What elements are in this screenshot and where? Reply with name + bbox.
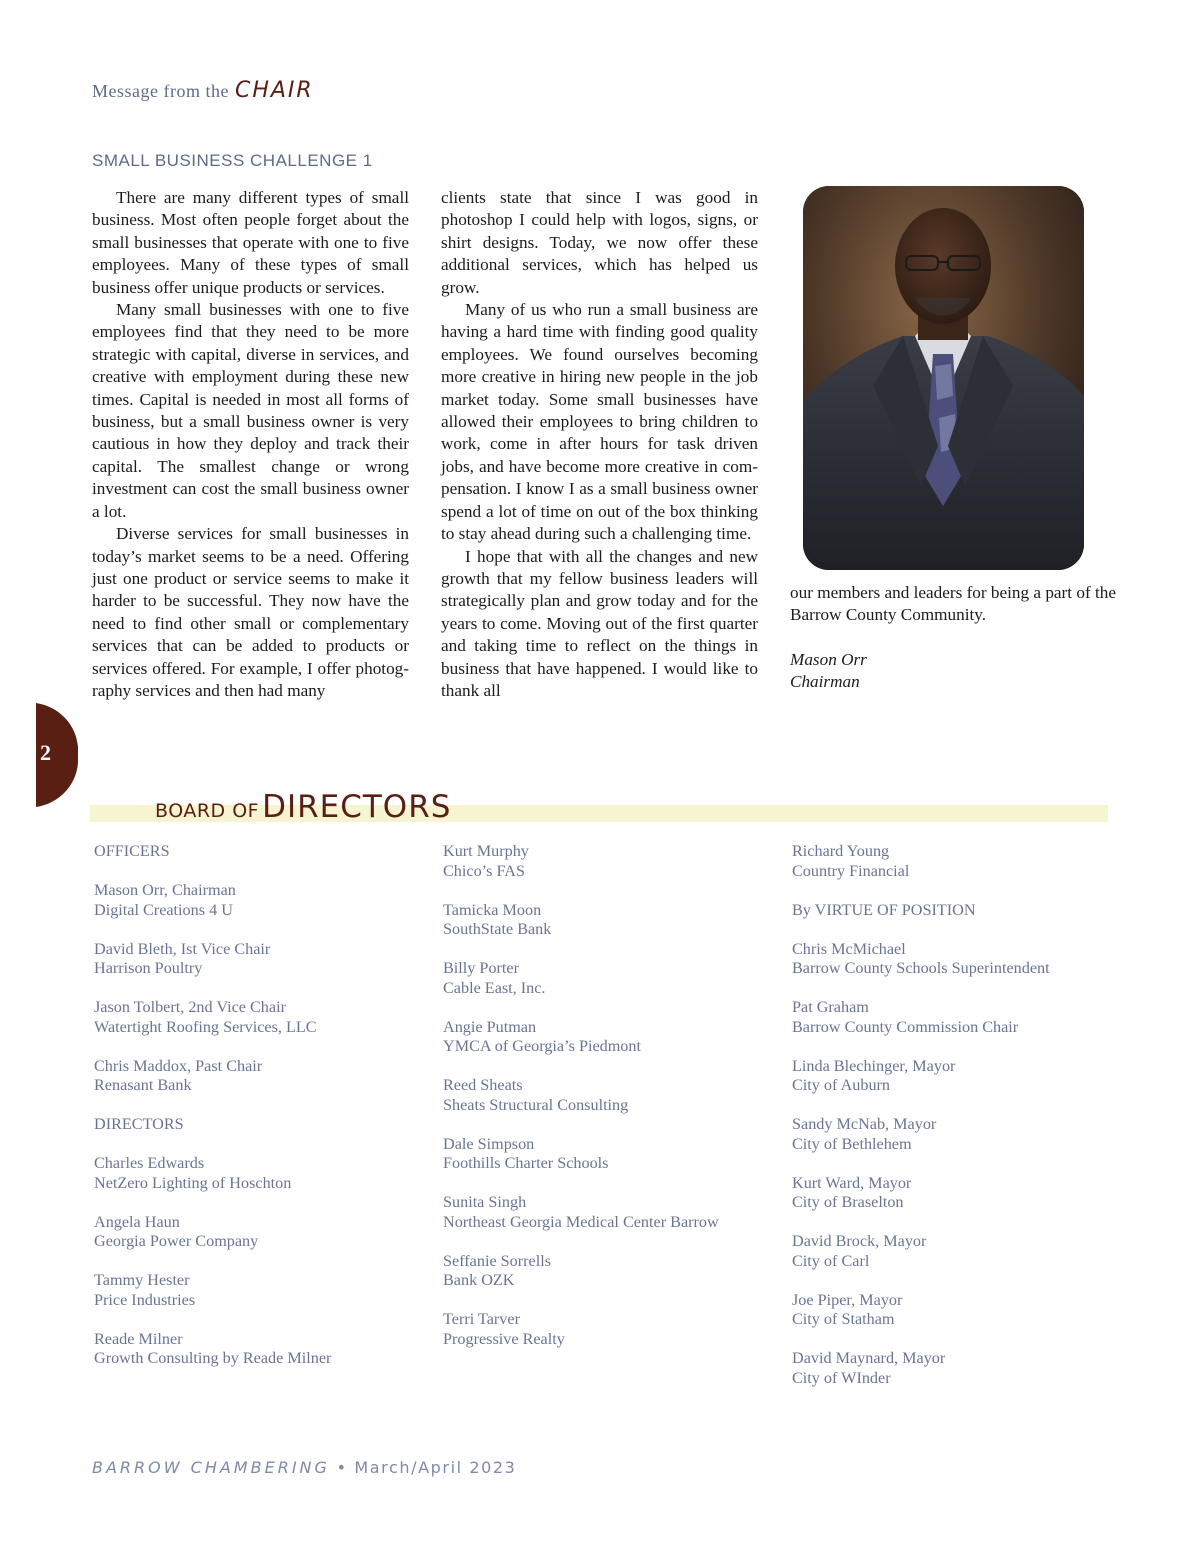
board-member-name: Tammy Hester [94,1271,190,1289]
board-member-organization: Cable East, Inc. [443,978,546,997]
entry-spacer [94,1252,331,1272]
board-member-name: Charles Edwards [94,1154,205,1172]
board-member-organization: Growth Consulting by Reade Milner [94,1349,332,1367]
board-column-2 [443,842,719,1349]
board-member-name: Joe Piper, Mayor [792,1290,903,1309]
board-member-name: Jason Tolbert, 2nd Vice Chair [94,998,286,1016]
board-member-name: Seffanie Sorrells [443,1251,552,1270]
board-member-organization: Progressive Realty [443,1329,565,1348]
board-member-organization: Country Financial [792,861,910,880]
entry-spacer [94,1037,331,1057]
article-column-3 [790,582,1120,694]
board-member-name: Mason Orr, Chairman [94,881,236,899]
board-member-organization: Foothills Charter Schools [443,1154,609,1172]
board-column-3 [792,842,1050,1388]
paragraph: There are many different types of small business. Most often people forget about the small businesses that operate with one to five employees. Many of these types of small business offer unique products or services. [92,188,409,297]
board-member-organization: SouthState Bank [443,920,552,938]
chairman-portrait-photo [803,186,1084,570]
entry-spacer [792,1096,1050,1116]
entry-spacer [443,1174,719,1194]
board-member-organization: Digital Creations 4 U [94,900,233,919]
board-member-name: Chris Maddox, Past Chair [94,1056,263,1075]
board-member-organization: Watertight Roofing Services, LLC [94,1017,317,1036]
board-member-name: Kurt Murphy [443,842,529,860]
board-member-organization: City of Bethlehem [792,1134,912,1153]
entry-spacer [443,1057,719,1077]
board-section-heading: OFFICERS [94,842,170,860]
board-member-organization: Georgia Power Company [94,1232,259,1250]
board-member-organization: Bank OZK [443,1271,515,1289]
page-number-tab [0,703,78,807]
entry-spacer [792,979,1050,999]
paragraph: I hope that with all the changes and new growth that my fellow business leaders will strategically plan and grow today and for the years to come. Moving out of the first quarter and taking time to reflect on the things in business that have happened. I would like to thank all [441,546,758,700]
board-member-name: David Brock, Mayor [792,1232,927,1250]
board-member-name: Billy Porter [443,959,519,977]
board-heading-small: BOARD OF [155,800,260,822]
paragraph: Many of us who run a small business are having a hard time with finding good quality employees. We found ourselves becoming more creative in hiring new people in the job market today. Some small businesses have allowed their employees to bring children to work, come in after hours for task driven jobs, and have become more creative in compensation. I know I as a small business owner spend a lot of time on out of the box thinking to stay ahead during such a challenging time. [441,300,758,544]
entry-spacer [94,1310,331,1330]
section-title: SMALL BUSINESS CHALLENGE 1 [92,151,373,170]
board-member-organization: Sheats Structural Consulting [443,1095,629,1114]
entry-spacer [443,1291,719,1311]
board-member-name: Angela Haun [94,1212,180,1231]
article-column-1 [92,187,409,702]
entry-spacer [792,881,1050,901]
article-column-2 [441,187,758,702]
paragraph: our members and leaders for being a part of the Barrow County Community. [790,583,1116,625]
portrait-illustration [803,186,1084,570]
page-header [92,78,314,103]
entry-spacer [94,979,331,999]
board-member-organization: Price Industries [94,1290,196,1309]
board-heading-big: DIRECTORS [262,789,452,825]
board-member-organization: YMCA of Georgia’s Piedmont [443,1037,641,1055]
board-member-name: Kurt Ward, Mayor [792,1173,912,1192]
entry-spacer [792,1213,1050,1233]
board-section-heading: DIRECTORS [94,1115,184,1133]
board-member-name: Terri Tarver [443,1310,520,1328]
board-member-organization: Northeast Georgia Medical Center Barrow [443,1212,719,1231]
entry-spacer [94,862,331,882]
board-member-name: Dale Simpson [443,1134,535,1153]
entry-spacer [792,1037,1050,1057]
board-member-name: Linda Blechinger, Mayor [792,1056,956,1075]
board-member-organization: Barrow County Commission Chair [792,1017,1019,1036]
board-member-organization: Renasant Bank [94,1076,192,1094]
board-member-name: Chris McMichael [792,939,906,958]
board-member-organization: City of WInder [792,1368,891,1387]
entry-spacer [443,940,719,960]
board-column-1 [94,842,331,1369]
paragraph: Diverse services for small businesses in today’s market seems to be a need. Offering just one product or service seems to make it harder to be successful. They now have the need to find other small or complementary services that can be added to products or services offered. For example, I offer photography services and then had many [92,524,409,700]
page-number: 2 [40,740,51,765]
footer-publication: BARROW CHAMBERING [92,1458,330,1477]
board-member-organization: City of Auburn [792,1076,891,1094]
entry-spacer [792,1271,1050,1291]
entry-spacer [94,1193,331,1213]
board-member-organization: Barrow County Schools Superintendent [792,959,1050,977]
board-member-name: Richard Young [792,842,890,860]
entry-spacer [443,1115,719,1135]
board-member-organization: City of Carl [792,1251,870,1270]
signature-name: Mason Orr [790,649,867,669]
entry-spacer [94,1135,331,1155]
header-lead: Message from the [92,81,229,101]
board-heading [155,789,451,825]
board-section-heading: By VIRTUE OF POSITION [792,900,976,919]
board-member-name: David Maynard, Mayor [792,1349,946,1367]
board-member-name: Pat Graham [792,998,869,1016]
entry-spacer [792,1330,1050,1350]
board-member-name: Reade Milner [94,1329,183,1348]
signature-title: Chairman [790,672,860,692]
entry-spacer [792,920,1050,940]
signature [790,649,1120,694]
entry-spacer [443,1232,719,1252]
board-member-name: Reed Sheats [443,1076,523,1094]
entry-spacer [443,881,719,901]
header-emphasis: CHAIR [234,78,314,103]
board-member-name: David Bleth, Ist Vice Chair [94,939,271,958]
board-member-name: Tamicka Moon [443,900,542,919]
board-member-organization: City of Statham [792,1310,895,1328]
entry-spacer [94,920,331,940]
paragraph: Many small businesses with one to five employees find that they need to be more strategic with capital, diverse in services, and creative with employment during these new times. Capital is needed in most all forms of business, but a small business owner is very cautious in how they deploy and track their capital. The smallest change or wrong investment can cost the small business owner a lot. [92,300,409,521]
board-member-organization: Harrison Poultry [94,959,203,977]
board-member-name: Angie Putman [443,1017,537,1036]
page-footer [92,1458,516,1477]
footer-issue: March/April 2023 [354,1458,517,1477]
paragraph: clients state that since I was good in photoshop I could help with logos, signs, or shirt designs. Today, we now offer these additional services, which has helped us grow. [441,188,758,297]
board-member-organization: City of Braselton [792,1193,904,1211]
footer-separator: • [336,1458,348,1477]
entry-spacer [792,1154,1050,1174]
board-member-name: Sunita Singh [443,1193,527,1211]
entry-spacer [443,998,719,1018]
board-member-organization: Chico’s FAS [443,861,526,880]
entry-spacer [94,1096,331,1116]
board-member-organization: NetZero Lighting of Hoschton [94,1173,292,1192]
board-member-name: Sandy McNab, Mayor [792,1115,937,1133]
